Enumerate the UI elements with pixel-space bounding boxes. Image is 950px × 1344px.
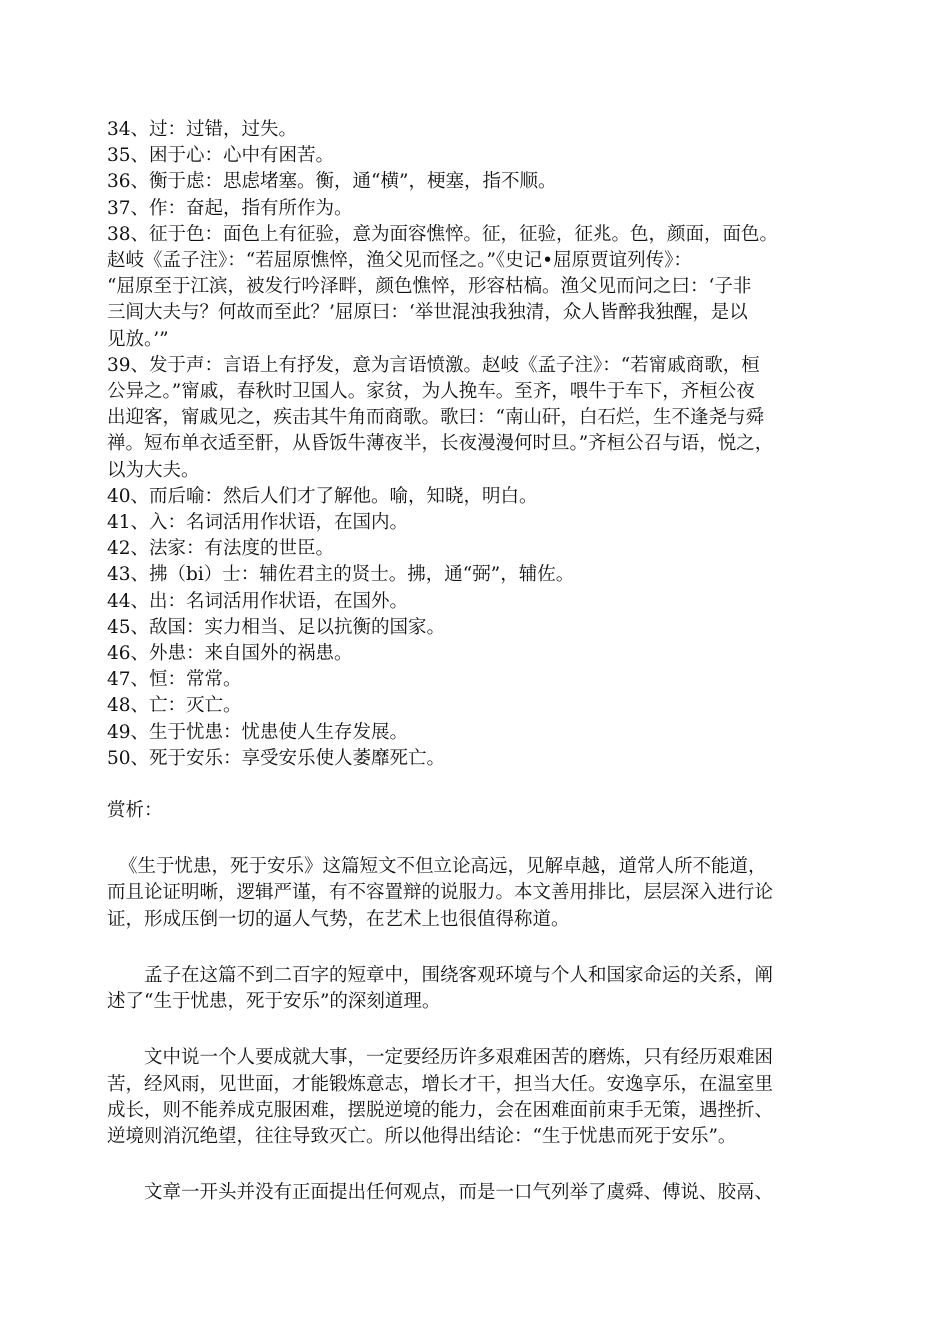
annotation-item <box>107 169 847 195</box>
annotation-line: 禅。短布单衣适至骭，从昏饭牛薄夜半，长夜漫漫何时旦。”齐桓公召与语，悦之， <box>107 433 774 455</box>
annotation-line: 出迎客，甯戚见之，疾击其牛角而商歌。歌曰：“南山矸，白石烂，生不逢尧与舜 <box>107 407 764 429</box>
paragraph-line: 逆境则消沉绝望，往往导致灭亡。所以他得出结论：“生于忧患而死于安乐”。 <box>107 1125 737 1147</box>
paragraph <box>107 854 847 933</box>
annotation-item <box>107 196 847 222</box>
annotation-line: 46、外患：来自国外的祸患。 <box>107 643 353 665</box>
annotation-line: 49、生于忧患：忧患使人生存发展。 <box>107 721 409 743</box>
annotation-line: 以为大夫。 <box>107 459 200 481</box>
paragraph-line: 苦，经风雨，见世面，才能锻炼意志，增长才干，担当大任。安逸享乐，在温室里 <box>107 1073 774 1095</box>
annotation-line: 42、法家：有法度的世臣。 <box>107 538 335 560</box>
annotation-item <box>107 143 847 169</box>
annotation-line: 40、而后喻：然后人们才了解他。喻，知晓，明白。 <box>107 485 538 507</box>
annotation-line: 44、出：名词活用作状语，在国外。 <box>107 590 409 612</box>
annotation-line: 39、发于声：言语上有抒发，意为言语愤激。赵岐《孟子注》：“若甯戚商歌，桓 <box>107 354 760 376</box>
annotation-item <box>107 484 847 510</box>
annotation-line: 34、过：过错，过失。 <box>107 119 298 140</box>
paragraph-line: 文章一开头并没有正面提出任何观点，而是一口气列举了虞舜、傅说、胶鬲、 <box>144 1182 774 1204</box>
document-body <box>107 117 847 1206</box>
paragraph-line: 而且论证明晰，逻辑严谨，有不容置辩的说服力。本文善用排比，层层深入进行论 <box>107 882 774 904</box>
annotation-line: 赵岐《孟子注》：“若屈原憔悴，渔父见而怪之。”《史记•屈原贾谊列传》： <box>107 250 692 272</box>
annotation-line: 48、亡：灭亡。 <box>107 695 242 717</box>
annotation-item <box>107 720 847 746</box>
annotation-list <box>107 117 847 772</box>
annotation-line: 47、恒：常常。 <box>107 669 242 691</box>
paragraph <box>107 1180 847 1206</box>
annotation-line: 43、拂（bi）士：辅佐君主的贤士。拂，通“弼”，辅佐。 <box>107 564 575 586</box>
annotation-line: 41、入：名词活用作状语，在国内。 <box>107 512 409 534</box>
paragraph-line: 证，形成压倒一切的逼人气势，在艺术上也很值得称道。 <box>107 908 570 930</box>
annotation-item <box>107 667 847 693</box>
annotation-line: 50、死于安乐：享受安乐使人萎靡死亡。 <box>107 747 446 769</box>
appreciation-section <box>107 854 847 1206</box>
annotation-item <box>107 693 847 719</box>
annotation-line: 45、敌国：实力相当、足以抗衡的国家。 <box>107 616 446 638</box>
annotation-item <box>107 536 847 562</box>
annotation-item <box>107 615 847 641</box>
paragraph-line: 述了“生于忧患，死于安乐”的深刻道理。 <box>107 991 441 1013</box>
annotation-item <box>107 117 847 143</box>
annotation-item <box>107 746 847 772</box>
paragraph-line: 文中说一个人要成就大事，一定要经历许多艰难困苦的磨炼，只有经历艰难困 <box>144 1047 774 1069</box>
paragraph-line: 《生于忧患，死于安乐》这篇短文不但立论高远，见解卓越，道常人所不能道， <box>119 856 767 878</box>
annotation-item <box>107 222 847 353</box>
annotation-item <box>107 641 847 667</box>
annotation-line: 37、作：奋起，指有所作为。 <box>107 197 353 219</box>
annotation-item <box>107 353 847 484</box>
annotation-line: “屈原至于江滨，被发行吟泽畔，颜色憔悴，形容枯槁。渔父见而问之曰：‘子非 <box>107 276 752 298</box>
annotation-line: 三闾大夫与？何故而至此？’屈原曰：‘举世混浊我独清，众人皆醉我独醒，是以 <box>107 302 748 324</box>
annotation-item <box>107 562 847 588</box>
annotation-item <box>107 510 847 536</box>
paragraph-line: 成长，则不能养成克服困难，摆脱逆境的能力，会在困难面前束手无策，遇挫折、 <box>107 1099 774 1121</box>
annotation-line: 35、困于心：心中有困苦。 <box>107 145 335 167</box>
section-heading: 赏析： <box>107 800 163 822</box>
annotation-line: 36、衡于虑：思虑堵塞。衡，通“横”，梗塞，指不顺。 <box>107 171 557 193</box>
paragraph <box>107 1045 847 1150</box>
paragraph-line: 孟子在这篇不到二百字的短章中，围绕客观环境与个人和国家命运的关系，阐 <box>144 964 774 986</box>
annotation-item <box>107 589 847 615</box>
annotation-line: 38、征于色：面色上有征验，意为面容憔悴。征，征验，征兆。色，颜面，面色。 <box>107 223 779 245</box>
annotation-line: 见放。’” <box>107 328 169 350</box>
annotation-line: 公异之。”甯戚，春秋时卫国人。家贫，为人挽车。至齐，喂牛于车下，齐桓公夜 <box>107 381 755 403</box>
paragraph <box>107 963 847 1015</box>
